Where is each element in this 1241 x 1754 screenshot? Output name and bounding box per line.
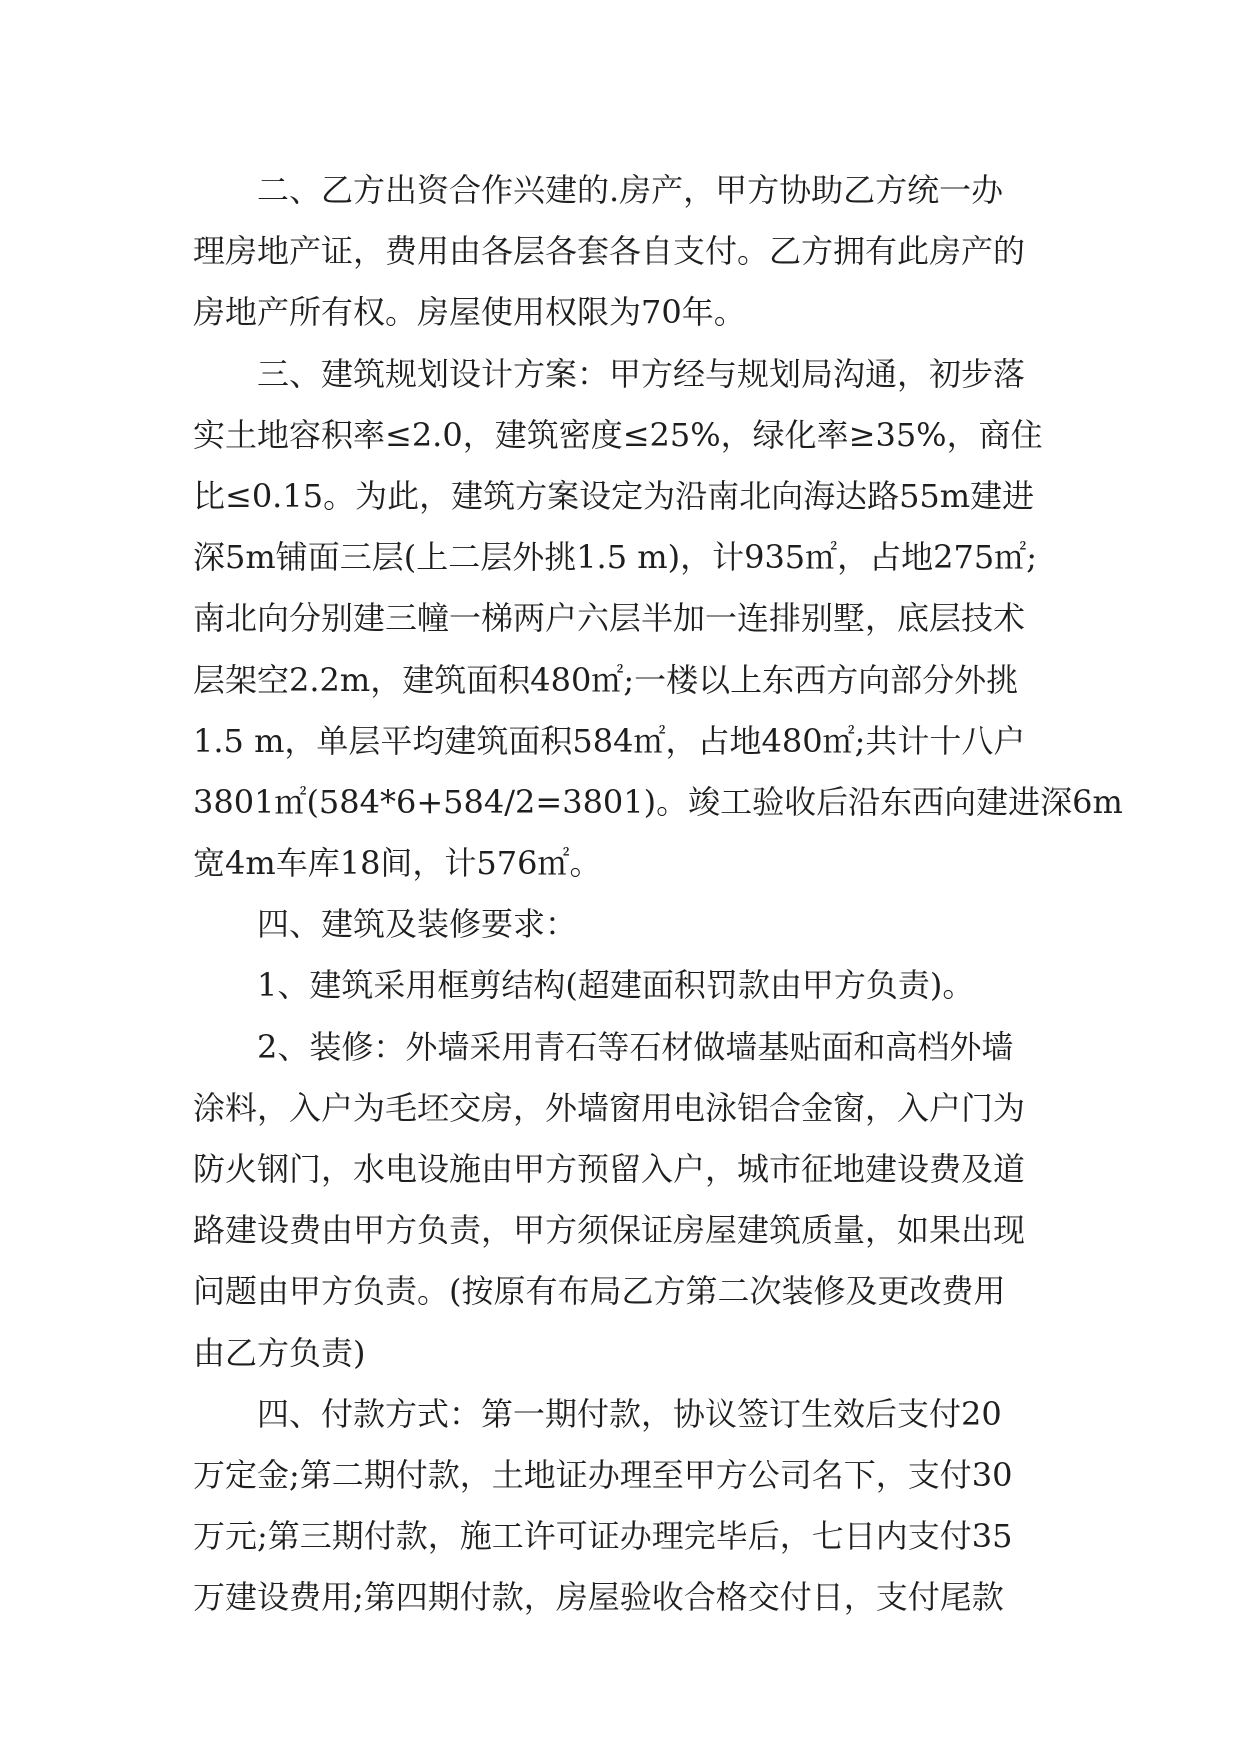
- item-2-line-4: 路建设费由甲方负责，甲方须保证房屋建筑质量，如果出现: [193, 1211, 1026, 1250]
- contract-body-text: [193, 160, 1123, 1629]
- payment-paragraph-line-2: 万定金;第二期付款，土地证办理至甲方公司名下，支付30: [193, 1455, 1013, 1494]
- paragraph-3-line-7: 1.5 m，单层平均建筑面积584㎡，占地480㎡;共计十八户: [193, 721, 1026, 760]
- paragraph-3-line-4: 深5m铺面三层(上二层外挑1.5 m)，计935㎡，占地275㎡;: [193, 538, 1038, 577]
- section-4-heading: 四、建筑及装修要求：: [257, 905, 578, 944]
- item-2-line-3: 防火钢门，水电设施由甲方预留入户，城市征地建设费及道: [193, 1150, 1026, 1188]
- paragraph-3-line-9: 宽4m车库18间，计576㎡。: [193, 844, 602, 883]
- item-2-line-6: 由乙方负责): [193, 1333, 366, 1372]
- payment-paragraph-line-4: 万建设费用;第四期付款，房屋验收合格交付日，支付尾款: [193, 1578, 1004, 1617]
- paragraph-2-line-2: 理房地产证，费用由各层各套各自支付。乙方拥有此房产的: [193, 232, 1026, 271]
- item-2-line-5: 问题由甲方负责。(按原有布局乙方第二次装修及更改费用: [193, 1272, 1006, 1311]
- paragraph-2-line-1: 二、乙方出资合作兴建的.房产，甲方协助乙方统一办: [257, 171, 1004, 209]
- paragraph-3-line-3: 比≤0.15。为此，建筑方案设定为沿南北向海达路55m建进: [193, 476, 1035, 515]
- paragraph-3-line-8: 3801㎡(584*6+584/2=3801)。竣工验收后沿东西向建进深6m: [193, 782, 1123, 821]
- item-1-line-1: 1、建筑采用框剪结构(超建面积罚款由甲方负责)。: [257, 966, 975, 1005]
- paragraph-3-line-2: 实土地容积率≤2.0，建筑密度≤25%，绿化率≥35%，商住: [193, 415, 1043, 454]
- paragraph-3-line-1: 三、建筑规划设计方案：甲方经与规划局沟通，初步落: [257, 354, 1026, 393]
- paragraph-3-line-6: 层架空2.2m，建筑面积480㎡;一楼以上东西方向部分外挑: [193, 660, 1019, 699]
- payment-paragraph-line-3: 万元;第三期付款，施工许可证办理完毕后，七日内支付35: [193, 1517, 1013, 1556]
- item-2-line-1: 2、装修：外墙采用青石等石材做墙基贴面和高档外墙: [257, 1027, 1014, 1066]
- item-2-line-2: 涂料，入户为毛坯交房，外墙窗用电泳铝合金窗，入户门为: [193, 1088, 1026, 1127]
- paragraph-2-line-3: 房地产所有权。房屋使用权限为70年。: [193, 293, 746, 332]
- payment-paragraph-line-1: 四、付款方式：第一期付款，协议签订生效后支付20: [257, 1394, 1002, 1433]
- paragraph-3-line-5: 南北向分别建三幢一梯两户六层半加一连排别墅，底层技术: [193, 599, 1026, 638]
